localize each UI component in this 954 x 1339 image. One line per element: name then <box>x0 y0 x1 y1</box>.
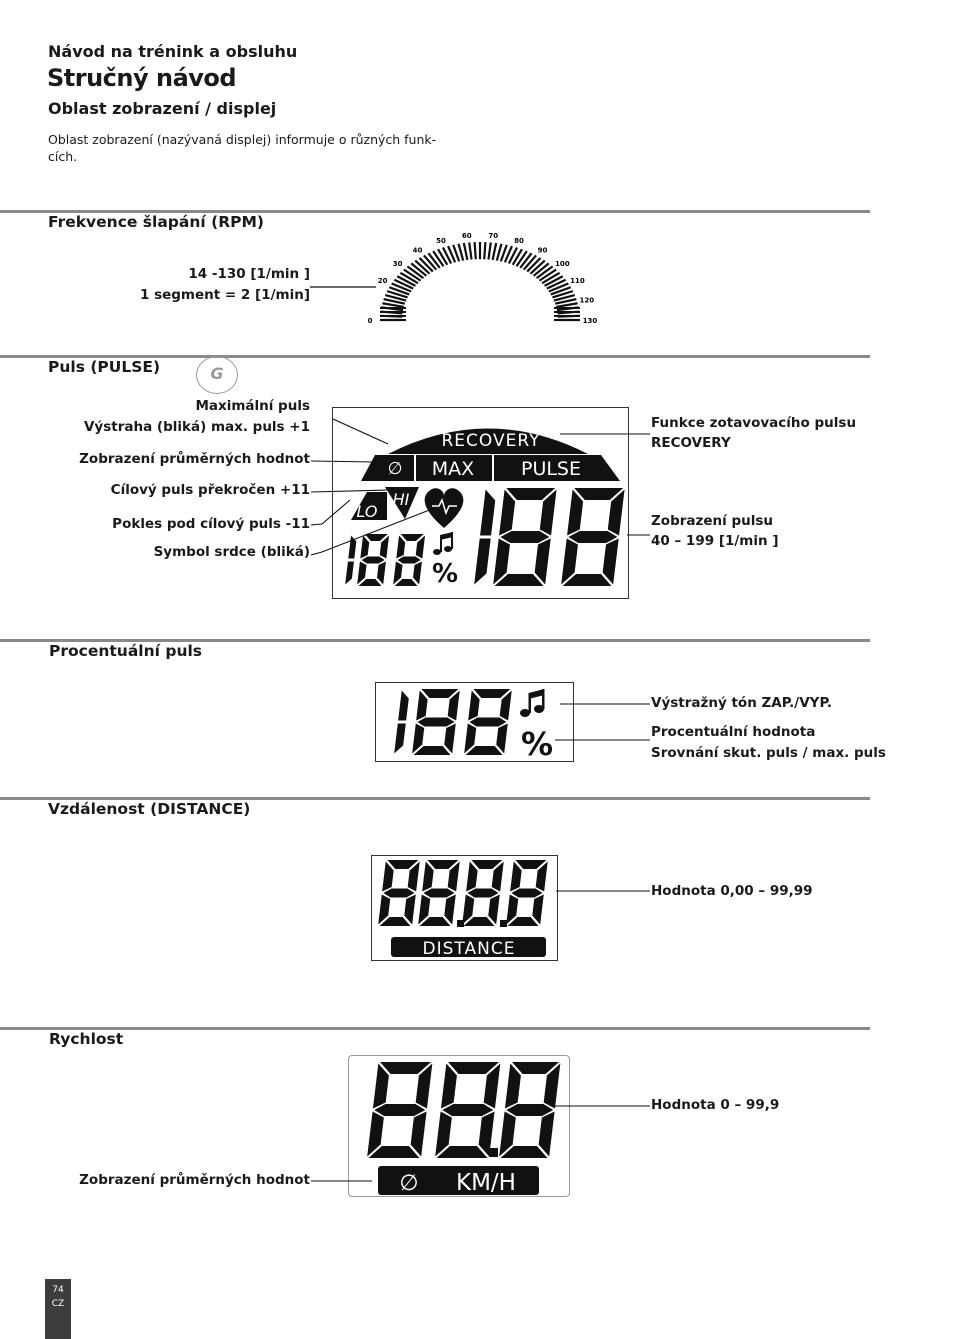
lcd-segment <box>377 562 386 585</box>
lcd-segment <box>382 862 394 892</box>
avg-symbol: ∅ <box>387 459 403 479</box>
recovery-text: RECOVERY <box>441 431 541 451</box>
lcd-segment <box>404 895 416 925</box>
percent-lcd <box>375 682 574 762</box>
lcd-segment <box>496 724 508 754</box>
divider-speed <box>0 1027 870 1030</box>
rpm-segment-label: 1 segment = 2 [1/min] <box>139 287 310 303</box>
lcd-segment <box>348 536 356 559</box>
rpm-tick-label: 60 <box>461 231 472 240</box>
distance-lcd-label: DISTANCE <box>422 939 516 959</box>
page-number: 74 <box>52 1285 64 1295</box>
label-percent-value: Procentuální hodnota <box>651 724 816 740</box>
rpm-tick-label: 40 <box>412 246 423 255</box>
lcd-segment <box>398 691 409 721</box>
intro-line-1: Oblast zobrazení (nazývaná displej) informuje o různých funk- <box>48 132 437 147</box>
distance-lcd <box>371 855 558 961</box>
hi-text: HI <box>392 490 410 509</box>
label-pulse-display: Zobrazení pulsu <box>651 513 773 529</box>
label-target-exceeded: Cílový puls překročen +11 <box>110 482 310 498</box>
lcd-segment <box>468 691 480 721</box>
pulse-text: PULSE <box>520 458 582 480</box>
page-language: CZ <box>51 1299 65 1309</box>
lcd-segment <box>505 1064 521 1109</box>
label-warning-tone: Výstražný tón ZAP./VYP. <box>651 695 832 711</box>
header-kicker: Návod na trénink a obsluhu <box>48 42 298 61</box>
tone-note-icon <box>520 689 545 717</box>
lcd-segment <box>474 539 491 585</box>
lcd-segment <box>398 557 421 564</box>
label-heart-symbol: Symbol srdce (bliká) <box>153 544 310 560</box>
pulse-heading: Puls (PULSE) <box>48 358 161 376</box>
lcd-segment <box>374 1104 425 1116</box>
lcd-segment <box>373 1064 389 1109</box>
lcd-segment <box>362 557 385 564</box>
pulse-lcd <box>332 407 629 599</box>
lcd-segment <box>568 531 617 543</box>
lcd-segment <box>506 1104 553 1116</box>
lcd-segment <box>441 1064 457 1109</box>
pulse-lcd-graphic <box>333 408 628 598</box>
rpm-segment <box>488 242 490 259</box>
distance-lcd-graphic <box>372 856 557 960</box>
lcd-segment <box>442 1104 493 1116</box>
lcd-segment <box>444 724 456 754</box>
lcd-segment <box>413 562 422 585</box>
label-speed-average: Zobrazení průměrných hodnot <box>79 1172 310 1188</box>
lcd-segment <box>500 531 549 543</box>
label-pulse-range: 40 – 199 [1/min ] <box>651 533 779 549</box>
label-distance-value: Hodnota 0,00 – 99,99 <box>651 883 813 899</box>
rpm-tick-label: 70 <box>488 231 499 240</box>
rpm-segment <box>484 242 485 259</box>
lcd-segment <box>423 889 454 898</box>
rpm-tick-label: 20 <box>377 277 388 286</box>
speed-avg-symbol: ∅ <box>399 1171 419 1196</box>
decimal-point <box>489 1148 498 1157</box>
lcd-segment <box>499 490 515 536</box>
lcd-segment <box>467 889 498 898</box>
label-average: Zobrazení průměrných hodnot <box>79 451 310 467</box>
language-badge: G <box>196 356 238 394</box>
label-max-warning: Výstraha (bliká) max. puls +1 <box>83 419 310 435</box>
lcd-segment <box>422 862 434 892</box>
percent-digits <box>345 534 425 586</box>
rpm-tick-label: 30 <box>392 260 403 269</box>
rpm-segment <box>464 243 468 260</box>
lcd-segment <box>535 539 551 585</box>
intro-line-2: cích. <box>48 149 78 164</box>
lcd-segment <box>532 895 544 925</box>
decimal-point <box>457 920 464 927</box>
lcd-segment <box>480 490 495 536</box>
lcd-segment <box>345 562 354 585</box>
lcd-segment <box>444 895 456 925</box>
page-title: Stručný návod <box>47 64 237 92</box>
lcd-segment <box>567 490 583 536</box>
lcd-segment <box>411 1112 427 1157</box>
lcd-segment <box>603 539 619 585</box>
rpm-segment <box>475 242 476 259</box>
rpm-tick-label: 100 <box>555 260 570 269</box>
lcd-segment <box>360 536 369 559</box>
label-recovery-function: Funkce zotavovacího pulsu <box>651 415 857 431</box>
distance-lcd-digits <box>378 860 548 927</box>
percent-lcd-symbol: % <box>520 725 554 763</box>
speed-heading: Rychlost <box>49 1030 124 1048</box>
section-subtitle: Oblast zobrazení / displej <box>48 99 277 118</box>
rpm-tick-label: 80 <box>514 236 524 245</box>
rpm-tick-label: 50 <box>436 236 446 245</box>
max-text: MAX <box>431 458 475 480</box>
lcd-segment <box>394 724 406 754</box>
rpm-segment <box>469 242 471 259</box>
rpm-range-label: 14 -130 [1/min ] <box>188 266 310 282</box>
rpm-gauge <box>360 228 600 328</box>
lo-text: LO <box>356 502 378 521</box>
label-percent-comparison: Srovnání skut. puls / max. puls <box>651 745 886 761</box>
rpm-segment <box>497 244 502 261</box>
music-note-icon <box>433 532 453 555</box>
distance-heading: Vzdálenost (DISTANCE) <box>48 800 251 818</box>
rpm-segment <box>433 251 443 266</box>
lcd-segment <box>539 1112 555 1157</box>
label-max-pulse: Maximální puls <box>195 398 310 414</box>
lcd-segment <box>416 691 428 721</box>
lcd-segment <box>510 862 522 892</box>
speed-lcd <box>348 1055 570 1197</box>
rpm-segment <box>493 243 497 260</box>
label-speed-value: Hodnota 0 – 99,9 <box>651 1097 780 1113</box>
decimal-point <box>500 920 507 927</box>
lcd-segment <box>383 889 414 898</box>
pulse-digits <box>474 488 624 586</box>
rpm-segment <box>517 251 527 266</box>
rpm-tick-label: 120 <box>579 296 595 305</box>
percent-heading: Procentuální puls <box>49 642 203 660</box>
speed-lcd-digits <box>367 1062 560 1158</box>
label-recovery: RECOVERY <box>651 435 731 451</box>
lcd-segment <box>417 718 454 727</box>
percent-lcd-digits <box>394 689 512 755</box>
lcd-segment <box>466 862 478 892</box>
speed-lcd-graphic <box>349 1056 569 1196</box>
rpm-segment <box>459 244 464 261</box>
rpm-tick-label: 0 <box>367 317 373 325</box>
lcd-segment <box>469 718 506 727</box>
lcd-segment <box>488 895 500 925</box>
rpm-tick-label: 110 <box>570 277 585 286</box>
page-footer-tab <box>45 1279 71 1339</box>
lcd-segment <box>511 889 542 898</box>
speed-unit: KM/H <box>456 1170 516 1196</box>
label-target-under: Pokles pod cílový puls -11 <box>112 516 310 532</box>
rpm-heading: Frekvence šlapání (RPM) <box>48 213 264 231</box>
rpm-tick-label: 130 <box>582 317 598 325</box>
percent-lcd-graphic <box>376 683 573 761</box>
percent-symbol: % <box>431 559 459 589</box>
lcd-segment <box>396 536 405 559</box>
rpm-tick-label: 90 <box>537 246 548 255</box>
